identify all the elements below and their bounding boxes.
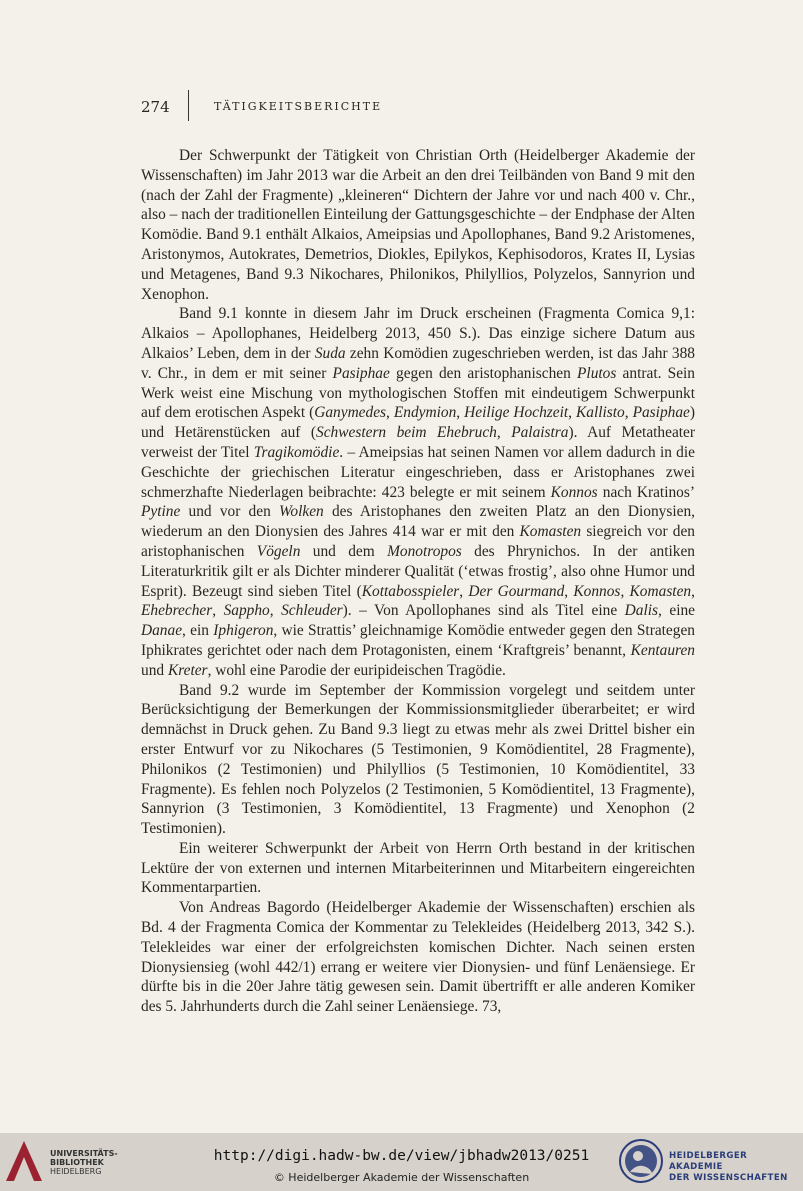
text-run: , [624, 404, 633, 422]
italic-title: Palaistra [511, 424, 569, 442]
text-run: zehn Komödien zugeschrieben werden, ist das Jahr 388 v. Chr., in dem er mit seiner [141, 344, 695, 382]
text-run: , [496, 424, 512, 442]
page-header [141, 98, 701, 124]
text-run: des Phrynichos. In der antiken Literaturkritik gilt er als Dichter minderer Qualität (‘etwas frostig’, also ohne Humor und Esprit). Bezeugt sind sieben Titel ( [141, 542, 695, 600]
italic-title: Pasiphae [332, 364, 390, 382]
italic-title: Der Gourmand [468, 582, 565, 600]
italic-title: Komasten [519, 523, 582, 541]
italic-title: Kallisto [575, 404, 625, 422]
text-run: und [141, 661, 168, 679]
text-run: Band 9.2 wurde im September der Kommission vorgelegt und seitdem unter Berücksichtigung der Bemerkungen der Kommissionsmitglieder überarbeitet; er wird demnächst in Druck gehen. Zu Band 9.3 liegt zu etwas mehr als zwei Drittel bisher ein erster Entwurf vor zu Nikochares (5 Testimonien, 9 Komödientitel, 28 Fragmente), Philonikos (2 Testimonien) und Philyllios (5 Testimonien, 10 Komödientitel, 33 Fragmente). Es fehlen noch Polyzelos (2 Testimonien, 5 Komödientitel, 13 Fragmente), Sannyrion (3 Testimonien, 3 Komödientitel, 13 Fragmente) und Xenophon (2 Testimonien). [141, 681, 695, 838]
text-run: und dem [300, 542, 388, 560]
italic-title: Iphigeron [213, 622, 274, 640]
text-run: , [620, 582, 630, 600]
text-run: Von Andreas Bagordo (Heidelberger Akademie der Wissenschaften) erschien als Bd. 4 der Fragmenta Comica der Kommentar zu Telekleides (Heidelberg 2013, 342 S.). Telekleides war einer der erfolgreichsten komischen Dichter. Nach seinen ersten Dionysiensieg (wohl 442/1) errang er weitere vier Dionysien- und fünf Lenäensiege. Er dürfte bis in die 20er Jahre tätig gewesen sein. Damit übertrifft er alle anderen Komiker des 5. Jahrhunderts durch die Zahl seiner Lenäensiege. 73, [141, 899, 695, 1016]
body-paragraph [141, 146, 695, 304]
text-run: Ein weiterer Schwerpunkt der Arbeit von Herrn Orth bestand in der kritischen Lektüre der von externen und internen Mitarbeiterinnen und Mitarbeitern eingereichten Kommentarpartien. [141, 839, 695, 897]
text-run: , [212, 602, 224, 620]
header-divider [188, 90, 189, 121]
italic-title: Konnos [550, 483, 598, 501]
library-name-line-3: HEIDELBERG [50, 1167, 102, 1176]
italic-title: Plutos [577, 364, 617, 382]
italic-title: Danae [141, 622, 183, 640]
italic-title: Kottabosspieler [361, 582, 460, 600]
text-run: , ein [182, 622, 214, 640]
italic-title: Ehebrecher [141, 602, 213, 620]
text-run: , wohl eine Parodie der euripideischen Tragödie. [207, 661, 506, 679]
italic-title: Kreter [167, 661, 208, 679]
running-title: TÄTIGKEITSBERICHTE [214, 100, 383, 113]
text-run: , [568, 404, 576, 422]
italic-title: Suda [314, 344, 346, 362]
body-paragraph [141, 681, 695, 839]
italic-title: Konnos [573, 582, 621, 600]
library-name-line-2: BIBLIOTHEK [50, 1158, 104, 1167]
text-run: . – Ameipsias hat seinen Namen vor allem dadurch in die Geschichte der griechischen Literatur eingeschrieben, dass er Aristophanes zwei schmerzhafte Niederlagen beibrachte: 423 belegte er mit seinem [141, 443, 695, 501]
text-run: , wie Strattis’ gleichnamige Komödie entweder gegen den Strategen Iphikrates gerichtet oder nach dem Protagonisten, einem ‘Kraftgreis’ benannt, [141, 622, 695, 659]
italic-title: Schleuder [281, 602, 343, 620]
footer-bar [0, 1133, 803, 1191]
body-paragraph [141, 304, 695, 680]
text-run: siegreich vor den aristophanischen [141, 523, 695, 560]
italic-title: Pytine [141, 503, 181, 521]
text-run: Band 9.1 konnte in diesem Jahr im Druck erscheinen (Fragmenta Comica 9,1: Alkaios – Apollophanes, Heidelberg 2013, 450 S.). Das einzige sichere Datum aus Alkaios’ Leben, dem in der [141, 305, 695, 362]
text-run: , eine [658, 602, 695, 620]
academy-name-line-1: HEIDELBERGER AKADEMIE [669, 1151, 748, 1172]
library-name-line-1: UNIVERSITÄTS- [50, 1149, 118, 1158]
text-run: ) und Hetärenstücken auf ( [141, 404, 695, 442]
text-run: gegen den aristophanischen [389, 364, 578, 382]
text-run: und vor den [180, 503, 279, 521]
copyright-notice: © Heidelberger Akademie der Wissenschaften [273, 1171, 530, 1184]
text-run: ). – Von Apollophanes sind als Titel eine [342, 602, 625, 620]
text-run: , [269, 602, 282, 620]
italic-title: Komasten [629, 582, 692, 600]
text-run: nach Kratinos’ [597, 483, 695, 501]
page-number: 274 [141, 98, 170, 116]
italic-title: Sappho [223, 602, 270, 620]
body-text [141, 146, 695, 1017]
text-run: , [456, 404, 465, 422]
academy-name [669, 1151, 803, 1184]
italic-title: Ganymedes [314, 404, 387, 422]
italic-title: Kentauren [630, 641, 695, 659]
text-run: ). Auf Metatheater verweist der Titel [141, 424, 696, 461]
text-run: Der Schwerpunkt der Tätigkeit von Christian Orth (Heidelberger Akademie der Wissenschaften) im Jahr 2013 war die Arbeit an den drei Teilbänden von Band 9 mit den (nach der Zahl der Fragmente) „kleineren“ Dichtern der Jahre vor und nach 400 v. Chr., also – nach der traditionellen Einteilung der Gattungsgeschichte – der Endphase der Alten Komödie. Band 9.1 enthält Alkaios, Ameipsias und Apollophanes, Band 9.2 Aristomenes, Aristonymos, Autokrates, Demetrios, Diokles, Epilykos, Kephisodoros, Krates II, Lysias und Metagenes, Band 9.3 Nikochares, Philonikos, Philyllios, Polyzelos, Sannyrion und Xenophon. [141, 147, 695, 303]
italic-title: Heilige Hochzeit [464, 404, 569, 422]
italic-title: Vögeln [256, 542, 301, 560]
body-paragraph [141, 898, 695, 1017]
text-run: , [564, 582, 574, 600]
italic-title: Wolken [278, 503, 324, 521]
text-run: , [691, 582, 695, 600]
text-run: , [386, 404, 394, 422]
text-run: , [459, 582, 469, 600]
italic-title: Schwestern beim Ehebruch [316, 424, 497, 442]
text-run: antrat. Sein Werk weist eine Mischung von mythologischen Stoffen mit eindeutigem Schwerpunkt auf dem erotischen Aspekt ( [141, 364, 695, 422]
academy-name-line-2: DER WISSENSCHAFTEN [669, 1173, 788, 1183]
italic-title: Tragikomödie [253, 443, 340, 461]
academy-seal-icon[interactable] [618, 1138, 664, 1184]
permalink-url[interactable]: http://digi.hadw-bw.de/view/jbhadw2013/0251 [213, 1148, 590, 1164]
italic-title: Pasiphae [632, 404, 690, 422]
body-paragraph [141, 839, 695, 898]
text-run: des Aristophanes den zweiten Platz an den Dionysien, wiederum an den Dionysien des Jahres 414 war er mit den [141, 503, 695, 541]
italic-title: Monotropos [387, 542, 462, 560]
italic-title: Dalis [624, 602, 659, 620]
italic-title: Endymion [393, 404, 457, 422]
